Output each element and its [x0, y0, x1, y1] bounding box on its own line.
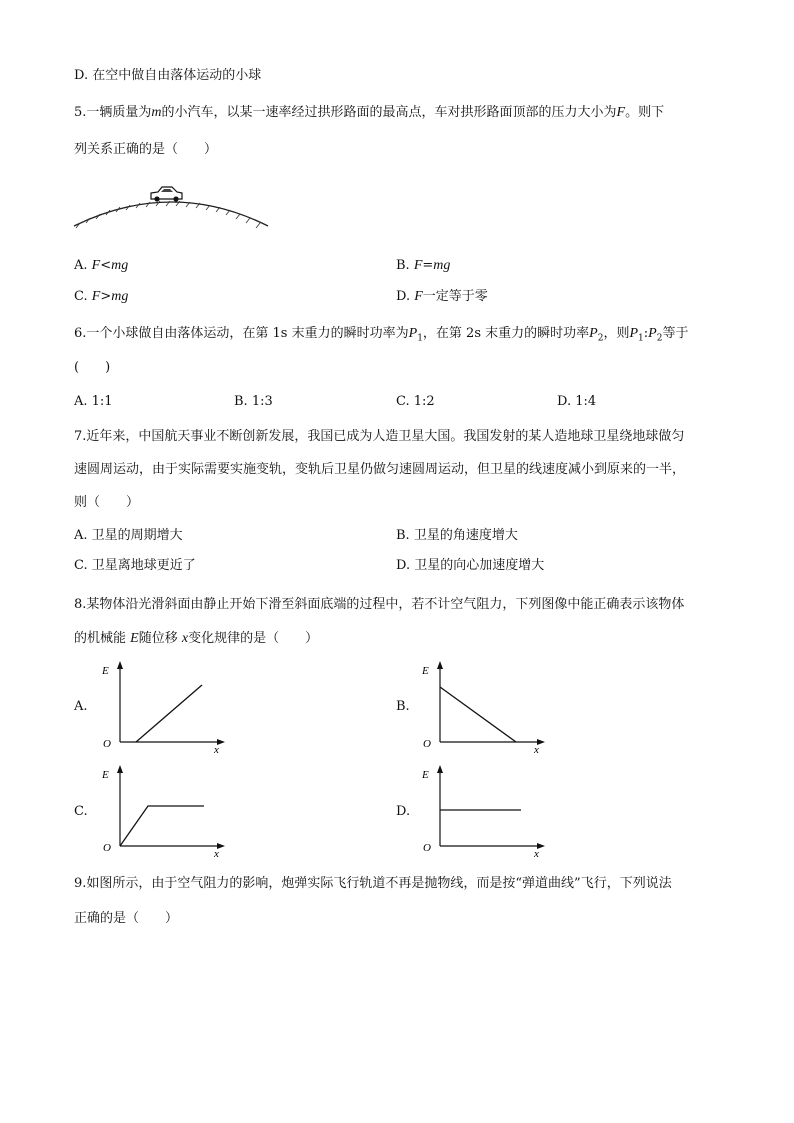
- q8-graph-a-label: A.: [74, 699, 88, 714]
- graph-b-x-label: x: [534, 744, 539, 754]
- q7-stem-line1: 7.近年来，中国航天事业不断创新发展，我国已成为人造卫星大国。我国发射的某人造地球卫星绕地球做匀: [74, 429, 685, 444]
- q8-graph-c: [98, 762, 228, 858]
- graph-b-origin-label: O: [423, 738, 431, 750]
- q5-option-c: C. F>mg: [74, 289, 129, 304]
- q9-stem-line1: 9.如图所示，由于空气阻力的影响，炮弹实际飞行轨道不再是抛物线，而是按“弹道曲线”飞行，下列说法: [74, 876, 672, 891]
- q6-option-c: C. 1:2: [396, 394, 435, 409]
- q7-option-d: D. 卫星的向心加速度增大: [396, 558, 545, 573]
- graph-a-origin-label: O: [103, 738, 111, 750]
- q6-option-b: B. 1:3: [234, 394, 273, 409]
- q8-graph-d-label: D.: [396, 804, 411, 819]
- graph-c-y-label: E: [102, 769, 109, 781]
- q8-graph-b-label: B.: [396, 699, 410, 714]
- q8-stem-line1: 8.某物体沿光滑斜面由静止开始下滑至斜面底端的过程中，若不计空气阻力，下列图像中能正确表示该物体: [74, 597, 685, 612]
- q6-stem-line1: 6.一个小球做自由落体运动，在第 1s 末重力的瞬时功率为$P_1$，在第 2s 末重力的瞬时功率$P_2$，则$P_1:P_2$等于: [74, 326, 689, 344]
- q7-option-b: B. 卫星的角速度增大: [396, 528, 518, 543]
- car-icon: [151, 187, 182, 202]
- graph-d-x-label: x: [534, 848, 539, 858]
- q6-option-a: A. 1:1: [74, 394, 113, 409]
- q5-option-d: D. F一定等于零: [396, 289, 488, 304]
- q5-option-a: A. F<mg: [74, 258, 129, 273]
- q7-option-a: A. 卫星的周期增大: [74, 528, 183, 543]
- q8-graph-d: [418, 762, 548, 858]
- q8-graph-c-label: C.: [74, 804, 88, 819]
- graph-d-origin-label: O: [423, 842, 431, 854]
- q7-stem-line3: 则（ ）: [74, 495, 140, 510]
- graph-d-y-label: E: [422, 769, 429, 781]
- graph-a-y-label: E: [102, 665, 109, 677]
- graph-c-x-label: x: [214, 848, 219, 858]
- q5-option-b: B. F=mg: [396, 258, 451, 273]
- arch-road-figure: [70, 180, 275, 232]
- q8-stem-line2: 的机械能 E随位移 x变化规律的是（ ）: [74, 631, 319, 646]
- q6-option-d: D. 1:4: [557, 394, 597, 409]
- q7-stem-line2: 速圆周运动，由于实际需要实施变轨，变轨后卫星仍做匀速圆周运动，但卫星的线速度减小到原来的一半，: [74, 462, 686, 477]
- q4-option-d: D. 在空中做自由落体运动的小球: [74, 68, 262, 83]
- q5-stem-line2: 列关系正确的是（ ）: [74, 142, 218, 157]
- q7-option-c: C. 卫星离地球更近了: [74, 558, 196, 573]
- q9-stem-line2: 正确的是（ ）: [74, 911, 179, 926]
- graph-b-y-label: E: [422, 665, 429, 677]
- q6-stem-line2: ( ): [74, 360, 111, 375]
- q8-graph-b: [418, 658, 548, 754]
- q5-stem-line1: 5.一辆质量为m的小汽车，以某一速率经过拱形路面的最高点，车对拱形路面顶部的压力大小为F。则下: [74, 105, 665, 120]
- graph-c-origin-label: O: [103, 842, 111, 854]
- q8-graph-a: [98, 658, 228, 754]
- graph-a-x-label: x: [214, 744, 219, 754]
